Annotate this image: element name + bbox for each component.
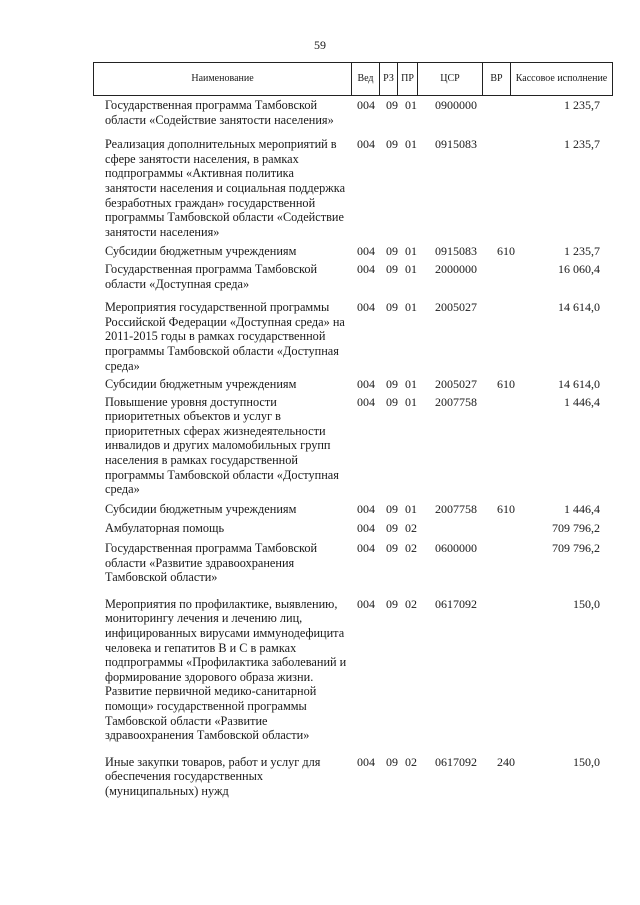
cell-rz: 09	[386, 501, 398, 516]
header-vr: ВР	[482, 63, 510, 95]
header-csr: ЦСР	[417, 63, 482, 95]
table-row	[0, 755, 640, 799]
cell-amount: 709 796,2	[552, 541, 600, 556]
cell-ved: 004	[357, 244, 375, 259]
cell-amount: 1 235,7	[564, 244, 600, 259]
cell-ved: 004	[357, 521, 375, 536]
cell-csr: 0915083	[435, 244, 477, 259]
cell-pr: 01	[405, 244, 417, 259]
cell-name: Амбулаторная помощь	[105, 521, 225, 536]
cell-amount: 150,0	[573, 596, 600, 611]
table-row	[0, 300, 640, 373]
cell-name: Государственная программа Тамбовской области «Содействие занятости населения»	[105, 98, 334, 127]
table-row	[0, 597, 640, 743]
cell-rz: 09	[386, 521, 398, 536]
cell-ved: 004	[357, 137, 375, 152]
cell-pr: 01	[405, 377, 417, 392]
cell-csr: 0617092	[435, 754, 477, 769]
table-row	[0, 262, 640, 291]
table-row	[0, 244, 640, 259]
cell-csr: 2000000	[435, 261, 477, 276]
cell-amount: 14 614,0	[558, 377, 600, 392]
cell-name: Субсидии бюджетным учреждениям	[105, 244, 297, 259]
cell-pr: 01	[405, 300, 417, 315]
cell-name: Субсидии бюджетным учреждениям	[105, 501, 297, 516]
cell-csr: 2007758	[435, 394, 477, 409]
cell-amount: 1 446,4	[564, 501, 600, 516]
cell-name: Мероприятия государственной программы Российской Федерации «Доступная среда» на 2011-2015 годы в рамках государственной программы Тамбовской области «Доступная среда»	[105, 300, 345, 373]
header-name: Наименование	[191, 73, 254, 84]
cell-pr: 01	[405, 394, 417, 409]
cell-vr: 610	[497, 501, 515, 516]
cell-pr: 02	[405, 541, 417, 556]
cell-name: Иные закупки товаров, работ и услуг для обеспечения государственных (муниципальных) нужд	[105, 754, 321, 798]
cell-rz: 09	[386, 137, 398, 152]
cell-ved: 004	[357, 754, 375, 769]
cell-ved: 004	[357, 98, 375, 112]
cell-pr: 02	[405, 521, 417, 536]
cell-rz: 09	[386, 261, 398, 276]
header-amount: Кассовое исполнение	[510, 63, 612, 95]
cell-amount: 1 235,7	[564, 98, 600, 112]
table-body	[0, 98, 640, 799]
cell-name: Повышение уровня доступности приоритетных объектов и услуг в приоритетных сферах жизнедеятельности инвалидов и других маломобильных групп населения в рамках государственной программы Тамбовской области «Доступная среда»	[105, 394, 339, 497]
cell-pr: 01	[405, 501, 417, 516]
cell-name: Реализация дополнительных мероприятий в сфере занятости населения, в рамках подпрограммы «Активная политика занятости населения и социальная поддержка безработных граждан» государственной программы Тамбовской области «Содействие занятости населения»	[105, 137, 346, 239]
table-row	[0, 521, 640, 536]
cell-ved: 004	[357, 300, 375, 315]
cell-name: Государственная программа Тамбовской области «Доступная среда»	[105, 261, 318, 291]
cell-rz: 09	[386, 377, 398, 392]
cell-pr: 01	[405, 261, 417, 276]
cell-amount: 16 060,4	[558, 261, 600, 276]
cell-ved: 004	[357, 261, 375, 276]
cell-amount: 150,0	[573, 754, 600, 769]
cell-ved: 004	[357, 596, 375, 611]
cell-pr: 02	[405, 596, 417, 611]
cell-rz: 09	[386, 596, 398, 611]
cell-name: Субсидии бюджетным учреждениям	[105, 377, 297, 392]
table-row	[0, 395, 640, 497]
cell-rz: 09	[386, 541, 398, 556]
cell-vr: 610	[497, 244, 515, 259]
cell-ved: 004	[357, 394, 375, 409]
cell-rz: 09	[386, 98, 398, 112]
table-row	[0, 541, 640, 585]
cell-rz: 09	[386, 754, 398, 769]
cell-ved: 004	[357, 501, 375, 516]
cell-csr: 0617092	[435, 596, 477, 611]
cell-amount: 14 614,0	[558, 300, 600, 315]
table-row	[0, 137, 640, 239]
cell-csr: 2005027	[435, 377, 477, 392]
table-row	[0, 377, 640, 392]
table-row	[0, 98, 640, 127]
table-header	[93, 62, 613, 96]
cell-vr: 610	[497, 377, 515, 392]
table-row	[0, 502, 640, 517]
header-ved: Вед	[351, 63, 379, 95]
cell-ved: 004	[357, 541, 375, 556]
cell-rz: 09	[386, 300, 398, 315]
cell-ved: 004	[357, 377, 375, 392]
cell-rz: 09	[386, 244, 398, 259]
cell-csr: 0900000	[435, 98, 477, 112]
cell-rz: 09	[386, 394, 398, 409]
cell-pr: 01	[405, 137, 417, 152]
header-pr: ПР	[397, 63, 417, 95]
cell-name: Государственная программа Тамбовской области «Развитие здравоохранения Тамбовской области»	[105, 541, 318, 585]
cell-amount: 1 235,7	[564, 137, 600, 152]
cell-csr: 2007758	[435, 501, 477, 516]
cell-csr: 2005027	[435, 300, 477, 315]
cell-amount: 1 446,4	[564, 394, 600, 409]
page-number: 59	[314, 38, 326, 52]
cell-vr: 240	[497, 754, 515, 769]
cell-csr: 0600000	[435, 541, 477, 556]
cell-name: Мероприятия по профилактике, выявлению, мониторингу лечения и лечению лиц, инфицированных вирусами иммунодефицита человека и гепатитов B и C в рамках подпрограммы «Профилактика заболеваний и формирование здорового образа жизни. Развитие первичной медико-санитарной помощи» государственной программы Тамбовской области «Развитие здравоохранения Тамбовской области»	[105, 596, 347, 743]
header-rz: РЗ	[379, 63, 397, 95]
cell-pr: 01	[405, 98, 417, 112]
cell-csr: 0915083	[435, 137, 477, 152]
cell-pr: 02	[405, 754, 417, 769]
cell-amount: 709 796,2	[552, 521, 600, 536]
